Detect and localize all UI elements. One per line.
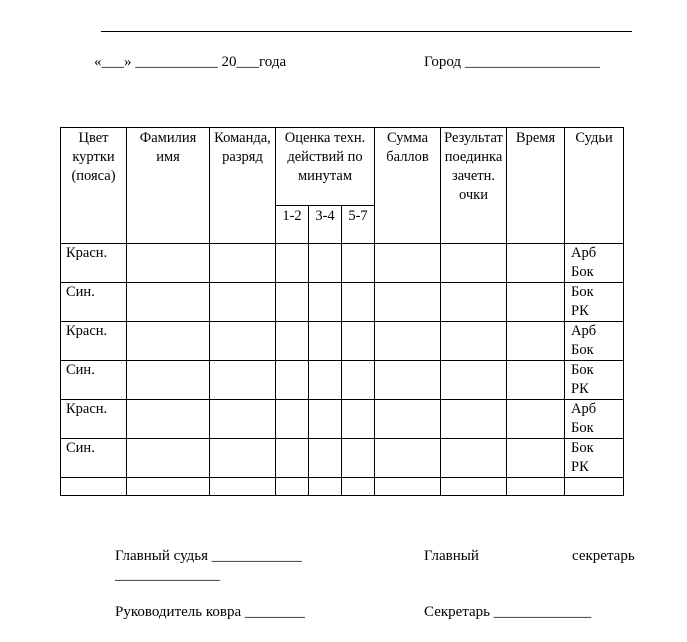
name-cell[interactable] bbox=[127, 439, 210, 478]
result-cell[interactable] bbox=[441, 361, 507, 400]
table-row bbox=[61, 400, 624, 439]
sum-cell[interactable] bbox=[375, 400, 441, 439]
col-header-minute-1: 1-2 bbox=[276, 206, 309, 244]
name-cell[interactable] bbox=[127, 400, 210, 439]
date-close-quote: » bbox=[124, 54, 132, 70]
secretary-line bbox=[424, 603, 591, 621]
result-cell[interactable] bbox=[441, 439, 507, 478]
minute-cell[interactable] bbox=[309, 361, 342, 400]
table-row bbox=[61, 322, 624, 361]
date-day-field[interactable]: ___ bbox=[101, 54, 124, 70]
judge-label: Бок bbox=[571, 342, 594, 358]
judge-label: Бок bbox=[571, 284, 594, 300]
date-year-prefix: 20 bbox=[221, 54, 237, 70]
date-line bbox=[94, 53, 286, 71]
minute-cell[interactable] bbox=[342, 322, 375, 361]
time-cell[interactable] bbox=[507, 244, 565, 283]
judges-cell bbox=[565, 244, 624, 283]
minute-cell[interactable] bbox=[342, 439, 375, 478]
sum-cell[interactable] bbox=[375, 283, 441, 322]
empty-cell[interactable] bbox=[565, 478, 624, 496]
result-cell[interactable] bbox=[441, 400, 507, 439]
team-cell[interactable] bbox=[210, 439, 276, 478]
result-cell[interactable] bbox=[441, 244, 507, 283]
secretary-label: Секретарь bbox=[424, 604, 491, 620]
col-header-time: Время bbox=[507, 128, 565, 244]
city-label: Город bbox=[424, 54, 462, 70]
time-cell[interactable] bbox=[507, 322, 565, 361]
minute-cell[interactable] bbox=[309, 439, 342, 478]
col-header-result: Результат поединка зачетн. очки bbox=[441, 128, 507, 244]
sum-cell[interactable] bbox=[375, 439, 441, 478]
judge-label: Бок bbox=[571, 264, 594, 280]
minute-cell[interactable] bbox=[309, 400, 342, 439]
corner-label: Красн. bbox=[61, 400, 127, 439]
top-rule bbox=[101, 31, 632, 32]
empty-cell[interactable] bbox=[507, 478, 565, 496]
minute-cell[interactable] bbox=[276, 361, 309, 400]
corner-label: Син. bbox=[61, 439, 127, 478]
minute-cell[interactable] bbox=[276, 244, 309, 283]
name-cell[interactable] bbox=[127, 283, 210, 322]
corner-label: Син. bbox=[61, 283, 127, 322]
team-cell[interactable] bbox=[210, 283, 276, 322]
empty-cell[interactable] bbox=[276, 478, 309, 496]
judges-cell bbox=[565, 322, 624, 361]
name-cell[interactable] bbox=[127, 322, 210, 361]
table-row bbox=[61, 244, 624, 283]
judge-label: РК bbox=[571, 459, 589, 475]
empty-cell[interactable] bbox=[127, 478, 210, 496]
col-header-minute-2: 3-4 bbox=[309, 206, 342, 244]
col-header-team: Команда, разряд bbox=[210, 128, 276, 244]
minute-cell[interactable] bbox=[276, 322, 309, 361]
minute-cell[interactable] bbox=[309, 244, 342, 283]
judge-label: РК bbox=[571, 381, 589, 397]
minute-cell[interactable] bbox=[342, 361, 375, 400]
table-row bbox=[61, 361, 624, 400]
time-cell[interactable] bbox=[507, 439, 565, 478]
empty-cell[interactable] bbox=[61, 478, 127, 496]
judge-label: Арб bbox=[571, 323, 597, 339]
date-month-field[interactable]: ___________ bbox=[135, 54, 218, 70]
judge-label: Бок bbox=[571, 440, 594, 456]
corner-label: Красн. bbox=[61, 322, 127, 361]
chief-judge-field[interactable]: ____________ bbox=[211, 548, 302, 564]
team-cell[interactable] bbox=[210, 400, 276, 439]
chief-secretary-label-2: секретарь bbox=[572, 548, 635, 564]
col-header-name: Фамилия имя bbox=[127, 128, 210, 244]
empty-cell[interactable] bbox=[375, 478, 441, 496]
empty-cell[interactable] bbox=[441, 478, 507, 496]
team-cell[interactable] bbox=[210, 322, 276, 361]
table-row-empty bbox=[61, 478, 624, 496]
minute-cell[interactable] bbox=[276, 400, 309, 439]
mat-leader-line bbox=[115, 603, 305, 621]
city-line bbox=[424, 53, 600, 71]
judges-cell bbox=[565, 283, 624, 322]
judges-cell bbox=[565, 439, 624, 478]
minute-cell[interactable] bbox=[309, 283, 342, 322]
bout-protocol-table bbox=[60, 127, 624, 496]
table-row bbox=[61, 283, 624, 322]
judge-label: Бок bbox=[571, 362, 594, 378]
minute-cell[interactable] bbox=[342, 283, 375, 322]
date-year-suffix: года bbox=[259, 54, 287, 70]
judge-label: РК bbox=[571, 303, 589, 319]
chief-judge-line bbox=[115, 547, 302, 565]
name-cell[interactable] bbox=[127, 244, 210, 283]
secretary-field[interactable]: _____________ bbox=[493, 604, 592, 620]
col-header-sum: Сумма баллов bbox=[375, 128, 441, 244]
judge-label: Арб bbox=[571, 401, 597, 417]
judges-cell bbox=[565, 361, 624, 400]
result-cell[interactable] bbox=[441, 283, 507, 322]
team-cell[interactable] bbox=[210, 244, 276, 283]
corner-label: Син. bbox=[61, 361, 127, 400]
team-cell[interactable] bbox=[210, 361, 276, 400]
mat-leader-field[interactable]: ________ bbox=[244, 604, 305, 620]
result-cell[interactable] bbox=[441, 322, 507, 361]
table-row bbox=[61, 439, 624, 478]
date-open-quote: « bbox=[94, 54, 102, 70]
time-cell[interactable] bbox=[507, 361, 565, 400]
minute-cell[interactable] bbox=[342, 244, 375, 283]
minute-cell[interactable] bbox=[342, 400, 375, 439]
judges-cell bbox=[565, 400, 624, 439]
sum-cell[interactable] bbox=[375, 361, 441, 400]
judge-label: Арб bbox=[571, 245, 597, 261]
city-field[interactable]: __________________ bbox=[464, 54, 600, 70]
minute-cell[interactable] bbox=[276, 283, 309, 322]
col-header-judges: Судьи bbox=[565, 128, 624, 244]
corner-label: Красн. bbox=[61, 244, 127, 283]
judge-label: Бок bbox=[571, 420, 594, 436]
name-cell[interactable] bbox=[127, 361, 210, 400]
col-header-tech-score: Оценка техн. действий по минутам bbox=[276, 128, 375, 206]
chief-secretary-field[interactable]: ______________ bbox=[115, 567, 220, 583]
chief-judge-label: Главный судья bbox=[115, 548, 209, 564]
empty-cell[interactable] bbox=[342, 478, 375, 496]
col-header-minute-3: 5-7 bbox=[342, 206, 375, 244]
minute-cell[interactable] bbox=[309, 322, 342, 361]
mat-leader-label: Руководитель ковра bbox=[115, 604, 242, 620]
time-cell[interactable] bbox=[507, 283, 565, 322]
date-year-field[interactable]: ___ bbox=[236, 54, 259, 70]
sum-cell[interactable] bbox=[375, 322, 441, 361]
minute-cell[interactable] bbox=[276, 439, 309, 478]
sum-cell[interactable] bbox=[375, 244, 441, 283]
empty-cell[interactable] bbox=[309, 478, 342, 496]
time-cell[interactable] bbox=[507, 400, 565, 439]
chief-secretary-label-1: Главный bbox=[424, 548, 479, 564]
empty-cell[interactable] bbox=[210, 478, 276, 496]
col-header-color: Цвет куртки (пояса) bbox=[61, 128, 127, 244]
